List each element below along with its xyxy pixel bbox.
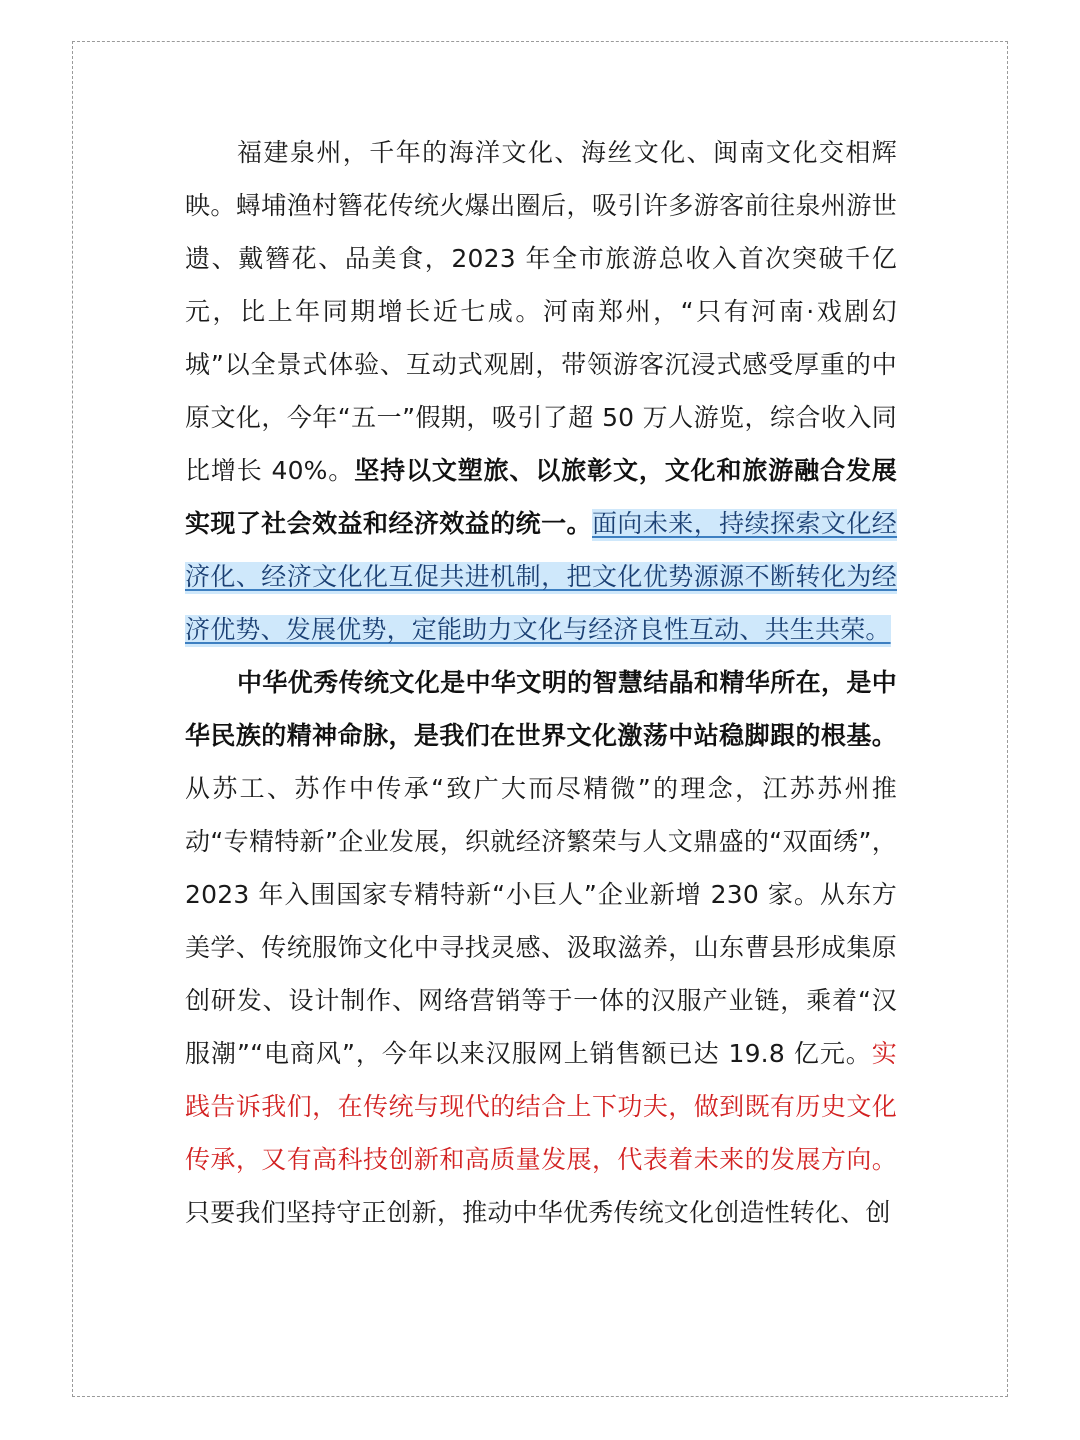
red-text-run: 实践告诉我们，在传统与现代的结合上下功夫，做到既有历史文化传承，又有高科技创新和高质量发展，代表着未来的发展方向。 [185,1039,897,1174]
paragraph-tradition [185,656,897,1239]
highlighted-text-run[interactable]: 面向未来，持续探索文化经济化、经济文化化互促共进机制，把文化优势源源不断转化为经济优势、发展优势，定能助力文化与经济良性互动、共生共荣。 [185,509,897,647]
document-body [185,126,897,1239]
paragraph-tourism [185,126,897,656]
bold-text-run: 坚持以文塑旅、以旅彰文，文化和旅游融合发展实现了社会效益和经济效益的统一。 [185,456,897,538]
text-run: 只要我们坚持守正创新，推动中华优秀传统文化创造性转化、创 [185,1198,891,1227]
bold-text-run: 中华优秀传统文化是中华文明的智慧结晶和精华所在，是中华民族的精神命脉，是我们在世界文化激荡中站稳脚跟的根基。 [185,668,897,750]
text-run: 福建泉州，千年的海洋文化、海丝文化、闽南文化交相辉映。蟳埔渔村簪花传统火爆出圈后，吸引许多游客前往泉州游世遗、戴簪花、品美食，2023 年全市旅游总收入首次突破千亿元，比上年同期增长近七成。河南郑州，“只有河南·戏剧幻城”以全景式体验、互动式观剧，带领游客沉浸式感受厚重的中原文化，今年“五一”假期，吸引了超 50 万人游览，综合收入同比增长 40%。 [185,138,897,485]
text-run: 从苏工、苏作中传承“致广大而尽精微”的理念，江苏苏州推动“专精特新”企业发展，织就经济繁荣与人文鼎盛的“双面绣”，2023 年入围国家专精特新“小巨人”企业新增 230 家。从东方美学、传统服饰文化中寻找灵感、汲取滋养，山东曹县形成集原创研发、设计制作、网络营销等于一体的汉服产业链，乘着“汉服潮”“电商风”，今年以来汉服网上销售额已达 19.8 亿元。 [185,774,897,1068]
